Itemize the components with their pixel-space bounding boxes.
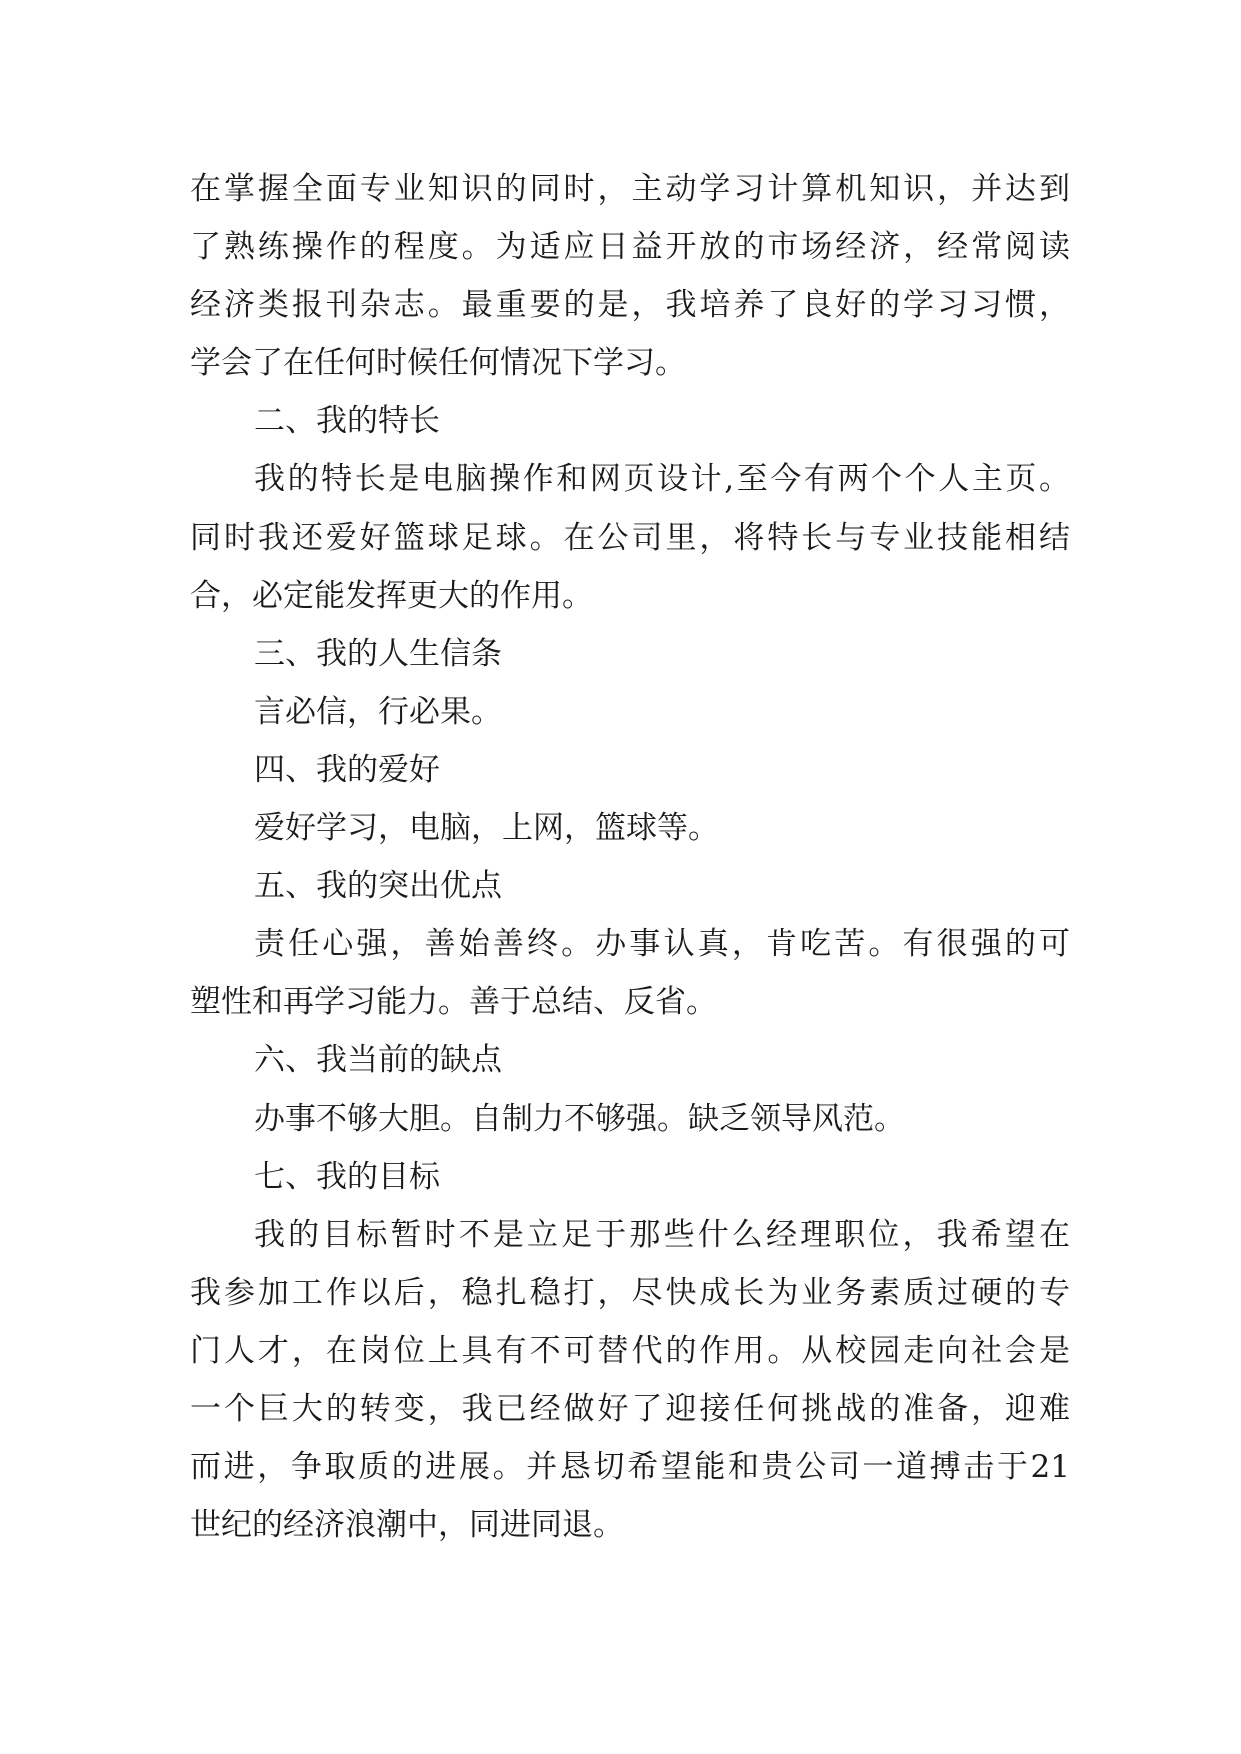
section-heading: 四、我的爱好 <box>254 751 440 788</box>
section-heading: 三、我的人生信条 <box>254 635 502 672</box>
section-heading: 六、我当前的缺点 <box>254 1042 502 1079</box>
paragraph-line: 了熟练操作的程度。为适应日益开放的市场经济，经常阅读 <box>190 229 1070 266</box>
paragraph-line: 同时我还爱好篮球足球。在公司里，将特长与专业技能相结 <box>190 519 1070 556</box>
paragraph-line: 合，必定能发挥更大的作用。 <box>190 577 593 614</box>
paragraph-line: 一个巨大的转变，我已经做好了迎接任何挑战的准备，迎难 <box>190 1390 1070 1427</box>
paragraph-line: 爱好学习，电脑，上网，篮球等。 <box>254 810 719 847</box>
paragraph-line: 办事不够大胆。自制力不够强。缺乏领导风范。 <box>254 1100 905 1137</box>
paragraph-line: 塑性和再学习能力。善于总结、反省。 <box>190 984 717 1021</box>
paragraph-line: 而进，争取质的进展。并恳切希望能和贵公司一道搏击于21 <box>190 1449 1070 1486</box>
paragraph-line: 门人才，在岗位上具有不可替代的作用。从校园走向社会是 <box>190 1332 1070 1369</box>
document-body <box>190 160 1070 1554</box>
paragraph-line: 言必信，行必果。 <box>254 693 502 730</box>
paragraph-line: 世纪的经济浪潮中，同进同退。 <box>190 1507 624 1544</box>
section-heading: 七、我的目标 <box>254 1158 440 1195</box>
paragraph-line: 经济类报刊杂志。最重要的是，我培养了良好的学习习惯， <box>190 287 1070 324</box>
section-heading: 五、我的突出优点 <box>254 868 502 905</box>
paragraph-line: 我的目标暂时不是立足于那些什么经理职位，我希望在 <box>254 1216 1070 1253</box>
paragraph-line: 我的特长是电脑操作和网页设计,至今有两个个人主页。 <box>254 461 1070 498</box>
section-heading: 二、我的特长 <box>254 403 440 440</box>
paragraph-line: 责任心强，善始善终。办事认真，肯吃苦。有很强的可 <box>254 926 1070 963</box>
paragraph-line: 在掌握全面专业知识的同时，主动学习计算机知识，并达到 <box>190 171 1070 207</box>
paragraph-line: 我参加工作以后，稳扎稳打，尽快成长为业务素质过硬的专 <box>190 1274 1070 1311</box>
paragraph-line: 学会了在任何时候任何情况下学习。 <box>190 345 686 382</box>
